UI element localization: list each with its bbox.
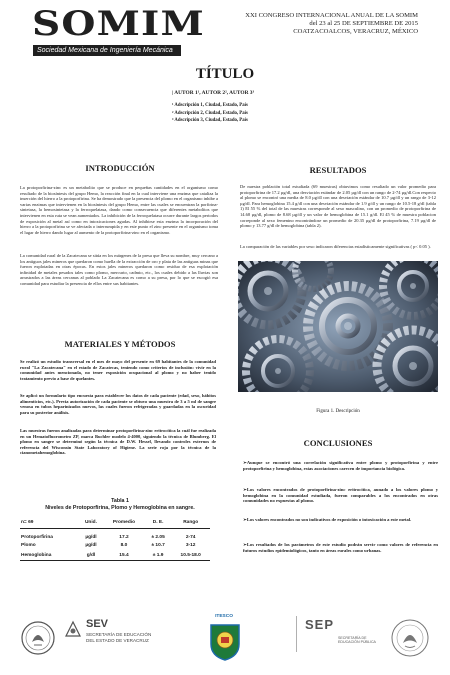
table-cell: ± 1.9 xyxy=(152,552,164,558)
sev-emblem-icon xyxy=(64,620,82,638)
sep-line-2: EDUCACIÓN PÚBLICA xyxy=(338,640,376,645)
conclusions-heading: CONCLUSIONES xyxy=(303,438,373,448)
methods-paragraph-2: Se aplicó un formulario tipo encuesta para establecer los datos de cada paciente (edad, sexo, hábitos alimenticios, etc.). Previa autorización de cada paciente se obtuvo una muestra de 3 a 5 ml de sangre venosa en tubos heparinizados nuevos, las cuales fueron refrigeradas y guardadas en la oscuridad para su posterior análisis. xyxy=(20,393,216,415)
table-cell: µg/dl xyxy=(85,543,97,548)
results-paragraph-2: La comparación de las variables por sexo indicaron diferencias estadísticamente significativas ( p< 0.05 ). xyxy=(240,244,431,249)
congress-dates: del 23 al 25 DE SEPTIEMBRE DE 2015 xyxy=(309,20,418,27)
sev-acronym: SEV xyxy=(86,618,109,630)
table-caption xyxy=(20,498,220,512)
methods-paragraph-1: Se realizó un estudio transversal en el mes de mayo del presente en 69 habitantes de la comunidad rural "La Zacatecana" en el estado de Zacatecas, teniendo como criterios de inclusión: vivir en la comunidad antes mencionada, no tener exposición ocupacional al plomo y no haber tenido tratamiento previo a base de quelantes. xyxy=(20,359,216,381)
footer-logos xyxy=(0,612,450,667)
table-header-row xyxy=(20,518,210,528)
somim-logo-subtitle: Sociedad Mexicana de Ingeniería Mecánica xyxy=(33,45,181,56)
sep-acronym: SEP xyxy=(305,617,335,632)
table-cell: ± 10.7 xyxy=(151,543,165,548)
figure-caption: Figura 1. Descripción xyxy=(316,409,360,414)
conclusion-item: ➢Los resultados de los parámetros de este estudio podrán servir como valores de referencia en futuros estudios epidemiológicos, tanto en áreas rurales como urbanas. xyxy=(243,542,438,553)
table-cell: 17.2 xyxy=(119,534,129,540)
intro-heading: INTRODUCCIÓN xyxy=(85,163,155,173)
table-header-cell: Promedio xyxy=(112,520,136,526)
results-heading: RESULTADOS xyxy=(309,165,367,175)
affiliation-2: ² Adscripción 2, Ciudad, Estado, País xyxy=(172,110,248,116)
methods-paragraph-3: Las muestras fueron analizadas para determinar protoporfirina-zinc eritrocítica la cuál fue realizada en un Hematofluorometro ZP, marca Buchler modelo 4-4000, siguiendo la técnica de Blumberg. El plomo en sangre se determinó según la técnica de D.W. Hessel, llevando controles externos de referencia del Wisconsin State Laboratory of Higiene. La serie roja por la técnica de la cianometahemoglobina. xyxy=(20,428,216,456)
table-cell: 8.0 xyxy=(120,543,128,548)
table-header-cell: Rango xyxy=(183,520,199,526)
gears-figure xyxy=(238,261,438,392)
table-row xyxy=(20,528,210,541)
results-table xyxy=(20,518,210,561)
conclusion-item: ➢Los valores encontrados de protoporfirina-zinc eritrocitica, aunado a los valores plomo y hemoglobina en la comunidad estudiada, fueron comparables a los encontrados en otras comunidades no expuestas al plomo. xyxy=(243,487,438,504)
somim-logo: SOMIM xyxy=(32,4,205,44)
gears-image xyxy=(238,261,438,392)
sev-line-1: SECRETARÍA DE EDUCACIÓN xyxy=(86,632,152,637)
table-cell: Plomo xyxy=(21,543,36,548)
congress-name: XXI CONGRESO INTERNACIONAL ANUAL DE LA SOMIM xyxy=(245,12,418,19)
mexico-seal-icon xyxy=(20,620,56,656)
table-description: Niveles de Protoporfirina, Plomo y Hemoglobina en sangre. xyxy=(45,505,195,511)
conclusion-text: Los resultados de los parámetros de este estudio podrán servir como valores de referencia en futuros estudios epidemiológicos, tanto en áreas rurales como urbanas. xyxy=(243,542,438,553)
table-cell: 3-12 xyxy=(185,543,196,548)
table-header-cell: D. E. xyxy=(152,520,164,526)
conclusion-item: ➢Los valores encontrados no son indicativos de exposición o intoxicación a este metal. xyxy=(243,517,412,522)
conclusion-text: Los valores encontrados de protoporfirina-zinc eritrocitica, aunado a los valores plomo y hemoglobina en la comunidad estudiada, fueron comparables a los encontrados en otras comunidades no expuestas al plomo. xyxy=(243,487,438,504)
table-header-cell: Unid. xyxy=(84,520,97,526)
table-cell: 2-74 xyxy=(185,534,196,540)
intro-paragraph-2: La comunidad rural de la Zacatecana se sitúa en los márgenes de la presa que lleva su nombre, muy cercano a los antiguos jales mineros que quedaron como huella de la extracción de oro y plata de las antiguas minas que fueron explotadas en otras épocas. En estos jales mineros quedaron como residuo de esa explotación infinidad de metales pesados tales como plomo, mercurio, cadmio, etc., los cuales debido a las lluvias son arrastrados a las áreas cercanas al poblado La Zacatecana es como a su presa, por lo que se escogió esa comunidad para estudiar la presencia de ellos entre sus habitantes. xyxy=(20,253,218,286)
intro-paragraph-1: La protoporfirina-zinc es un metabolito que se produce en pequeñas cantidades en el organismo como resultado de la biosíntesis del grupo Hemo, la reacción final en la cual interviene una enzima que cataliza la inserción del hierro a la protoporfirina. Se ha demostrado que la presencia del plomo en el organismo inhibe a varias enzimas que intervienen en la biosíntesis del grupo Hemo, entre las cuales se encuentran la porfirina-sintetasa, la hemosintetasa y la ferroquelatasa, dando como consecuencia que diferentes metabolitos que intervienen en esta ruta se vean aumentados. La inhibición de la ferroquelatasa ocurre durante largos periodos de exposición al metal así como en intoxicaciones agudas. Al inhibirse esta enzima la incorporación del hierro a la protoporfirina se ve afectada o interrumpida y en este punto el zinc presente en el organismo toma el lugar de hierro dando lugar al aumento de la protoporfirina-zinc en el organismo. xyxy=(20,185,218,235)
affiliation-3: ³ Adscripción 3, Ciudad, Estado, País xyxy=(172,118,248,123)
sep-name xyxy=(338,636,376,645)
itesco-label: ITESCO xyxy=(215,614,233,619)
table-cell: Protoporfirina xyxy=(21,534,53,540)
results-paragraph-1: De nuestra población total estudiada (69 muestras) obtuvimos como resultado un valor promedio para protoporfirina de 17.2 µg/dl, una desviación estándar de 2.05 µg/dl con un rango de 2-74 µg/dl.Con respecto al plomo se encontró una media de 8.0 µg/dl con una desviación estándar de 10.7 µg/dl y un rango de 3-12 µg/dl. Para hemoglobina 15.4 g/dl con una desviación estándar de 1.9 g/dl y un rango de 10.5-18 g/dl (tabla 1) El 55 % del total de las muestras corresponde al sexo masculino, con un promedio de protoporfirina de 14.68 µg/dl, plomo de 8.68 µg/dl y un valor de hemoglobina de 15.1 g/dl. El 45 % de muestra poblacion correponde al sexo femenino encontrándose un promedio de 20.35 µg/dl de protoporfirina, 7.19 µg/dl de plomo y 13.77 g/dl de hemoglobina (tabla 2). xyxy=(240,184,436,229)
table-row xyxy=(20,541,210,551)
authors: | AUTOR 1¹, AUTOR 2², AUTOR 3³ xyxy=(172,90,255,96)
table-cell: µg/dl xyxy=(85,534,97,540)
congress-info xyxy=(208,12,418,36)
mexico-coat-of-arms-icon xyxy=(390,618,430,658)
sev-name xyxy=(86,632,151,643)
table-header-cell: n= 69 xyxy=(21,520,34,526)
sep-line-1: SECRETARÍA DE xyxy=(338,636,367,640)
sep-divider xyxy=(296,616,297,652)
table-cell: Hemoglobina xyxy=(21,552,52,558)
table-cell: 15.4 xyxy=(119,552,129,558)
congress-location: COATZACOALCOS, VERACRUZ, MÉXICO xyxy=(293,28,418,35)
conclusion-item: ➢Aunque se encontró una correlación significativa entre plomo y protoporfirina y entre protoporfirina y hemoglobina, estas asociaciones carecen de importancia biológica. xyxy=(243,460,438,471)
table-row xyxy=(20,551,210,561)
poster-title: TÍTULO xyxy=(195,66,255,82)
conclusion-text: Aunque se encontró una correlación significativa entre plomo y protoporfirina y entre protoporfirina y hemoglobina, estas asociaciones carecen de importancia biológica. xyxy=(243,460,438,471)
table-number: Tabla 1 xyxy=(111,498,129,504)
affiliation-1: ¹ Adscripción 1, Ciudad, Estado, País xyxy=(172,103,248,108)
table-cell: g/dl xyxy=(86,552,96,558)
affiliations xyxy=(172,102,248,125)
itesco-shield-icon xyxy=(207,622,243,662)
table-cell: ± 2.05 xyxy=(151,534,165,540)
table-cell: 10.5-18.0 xyxy=(180,552,201,558)
methods-heading: MATERIALES Y MÉTODOS xyxy=(64,339,176,349)
sev-line-2: DEL ESTADO DE VERACRUZ xyxy=(86,637,149,643)
conclusion-text: Los valores encontrados no son indicativos de exposición o intoxicación a este metal. xyxy=(246,517,412,522)
